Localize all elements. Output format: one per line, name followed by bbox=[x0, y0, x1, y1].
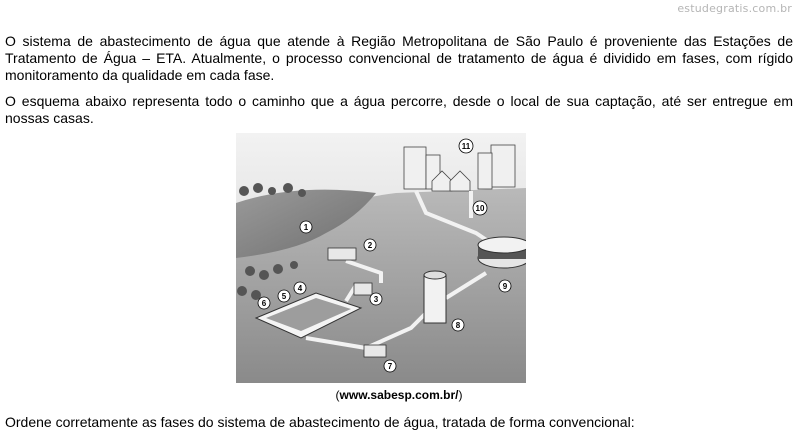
scheme-paragraph: O esquema abaixo representa todo o caminho que a água percorre, desde o local de sua captação, até ser entregue em nossas casas. bbox=[5, 93, 793, 126]
label-6 bbox=[258, 297, 270, 309]
label-1-text: 1 bbox=[303, 223, 309, 232]
label-3-text: 3 bbox=[373, 295, 379, 304]
label-5-text: 5 bbox=[281, 292, 287, 301]
figure-caption: (www.sabesp.com.br/) bbox=[335, 388, 463, 402]
label-8-text: 8 bbox=[455, 321, 461, 330]
label-10 bbox=[473, 201, 487, 215]
label-2 bbox=[364, 239, 376, 251]
pump-station bbox=[364, 345, 386, 357]
label-3 bbox=[370, 293, 382, 305]
label-2-text: 2 bbox=[367, 241, 373, 250]
intake-station bbox=[328, 248, 356, 260]
label-11-text: 11 bbox=[461, 142, 471, 151]
label-5 bbox=[278, 290, 290, 302]
label-7-text: 7 bbox=[387, 362, 393, 371]
watermark: estudegratis.com.br bbox=[677, 2, 792, 15]
intro-paragraph: O sistema de abastecimento de água que atende à Região Metropolitana de São Paulo é proveniente das Estações de Tratamento de Água – ETA. Atualmente, o processo convencional de tratamento de água é dividido em fases, com rígido monitoramento da qualidade em cada fase. bbox=[5, 33, 793, 83]
label-8 bbox=[452, 319, 464, 331]
label-6-text: 6 bbox=[261, 299, 267, 308]
mixing-tank bbox=[354, 283, 372, 295]
water-supply-diagram bbox=[236, 133, 526, 383]
label-11 bbox=[459, 139, 473, 153]
label-10-text: 10 bbox=[475, 204, 485, 213]
question-paragraph: Ordene corretamente as fases do sistema de abastecimento de água, tratada de forma convencional: bbox=[5, 414, 635, 430]
label-7 bbox=[384, 360, 396, 372]
label-4 bbox=[294, 282, 306, 294]
label-4-text: 4 bbox=[297, 284, 303, 293]
storage-tank bbox=[424, 275, 446, 323]
caption-source-link[interactable]: www.sabesp.com.br/ bbox=[339, 388, 459, 402]
label-9 bbox=[499, 280, 511, 292]
label-9-text: 9 bbox=[502, 282, 508, 291]
label-1 bbox=[300, 221, 312, 233]
